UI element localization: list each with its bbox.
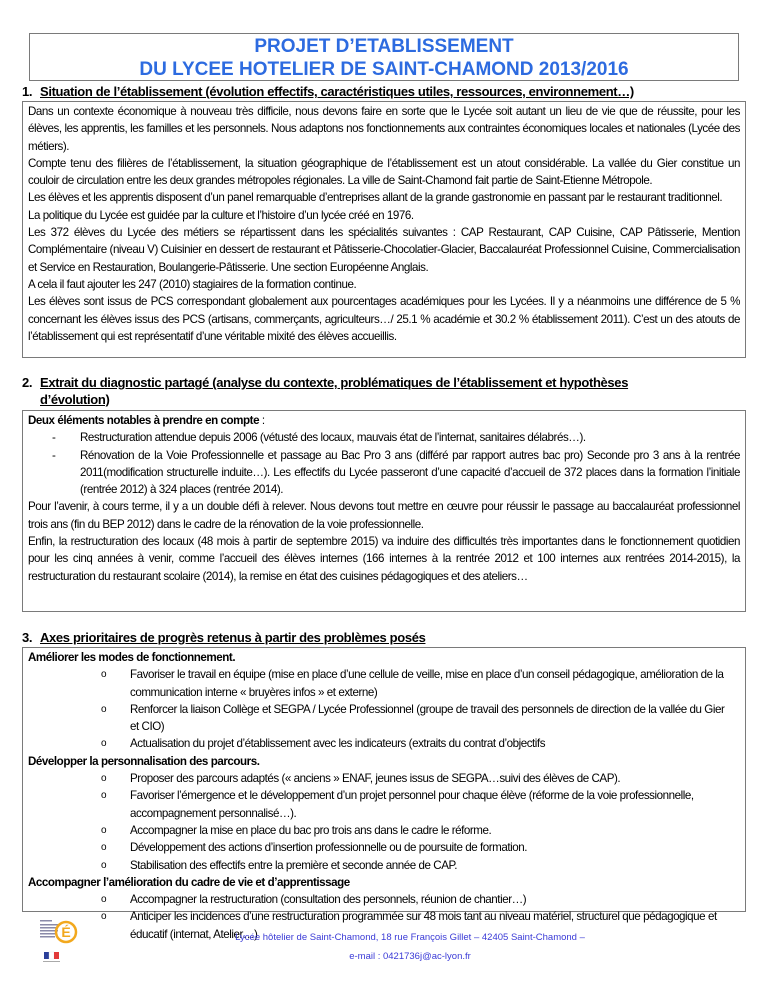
section-2-paragraph: Pour l’avenir, à cours terme, il y a un double défi à relever. Nous devons tout mettre en œuvre pour réussir le passage au baccalauréat professionnel trois ans (fin du BEP 2012) dans le cadre de la rénovation de la voie professionnelle. — [28, 500, 740, 531]
section-2-title-line-2: d’évolution) — [40, 392, 110, 407]
section-3-heading — [22, 629, 425, 646]
list-item — [28, 857, 740, 874]
dash-bullet-icon: - — [52, 431, 56, 445]
group-heading: Améliorer les modes de fonctionnement. — [28, 651, 236, 664]
section-1-paragraph: Les élèves sont issus de PCS correspondant globalement aux pourcentages académiques pour les Lycées. Il y a néanmoins une différence de 5 % concernant les élèves issus des PCS (artisans, commerçants, agriculteurs…/ 25.1 % académie et 30.2 % établissement 2011). C’est un des atouts de l’établissement qui est représentatif d’une véritable mixité des élèves accueillis. — [28, 295, 740, 343]
list-item-text: Accompagner la restructuration (consultation des personnels, réunion de chantier…) — [130, 893, 527, 907]
list-item-text: Accompagner la mise en place du bac pro trois ans dans le cadre le réforme. — [130, 823, 492, 837]
list-item — [28, 770, 740, 787]
list-item-text: Favoriser le travail en équipe (mise en place d’une cellule de veille, mise en place d’un conseil pédagogique, amélioration de la communication interne « bruyères infos » et externe) — [130, 668, 724, 699]
section-1-paragraph: Les 372 élèves du Lycée des métiers se répartissent dans les spécialités suivantes : CAP Restaurant, CAP Cuisine, CAP Pâtisserie, Mention Complémentaire (niveau V) Cuisinier en dessert de restaurant et Pâtisserie-Chocolatier-Glacier, Baccalauréat Professionnel Cuisine, Commercialisation et Service en Restauration, Boulangerie-Pâtisserie. Une section Européenne Anglais. — [28, 226, 741, 274]
list-item-text: Rénovation de la Voie Professionnelle et passage au Bac Pro 3 ans (différé par rapport autres bac pro) Seconde pro 3 ans à la rentrée 2011(modification structurelle induite…). Les effectifs du Lycée passeront d’une capacité d’accueil de 372 places dans la formation l’initiale (rentrée 2012) à 324 places (rentrée 2014). — [80, 448, 740, 497]
circle-bullet-icon: o — [101, 859, 107, 871]
section-1-paragraph: Les élèves et les apprentis disposent d’un panel remarquable d’entreprises allant de la grande gastronomie en passant par le restaurant traditionnel. — [28, 191, 723, 205]
group-heading: Développer la personnalisation des parcours. — [28, 754, 260, 768]
ministere-education-nationale-logo-icon — [38, 918, 86, 974]
list-item-text: Proposer des parcours adaptés (« anciens » ENAF, jeunes issus de SEGPA…suivi des élèves de CAP). — [130, 772, 621, 786]
section-2-heading — [22, 374, 742, 408]
list-item — [28, 429, 740, 446]
list-item — [28, 666, 740, 701]
section-2-number: 2. — [22, 375, 33, 390]
list-item-text: Stabilisation des effectifs entre la première et seconde année de CAP. — [130, 858, 458, 872]
section-1-paragraph: La politique du Lycée est guidée par la culture et l’histoire d’un lycée créé en 1976. — [28, 208, 414, 222]
section-1-paragraph: Compte tenu des filières de l’établissement, la situation géographique de l’établissement est un atout considérable. La vallée du Gier constitue un couloir de circulation entre les deux grandes métropoles régionales. La ville de Saint-Chamond fait partie de Saint-Etienne Métropole. — [28, 156, 740, 188]
circle-bullet-icon: o — [101, 669, 107, 681]
section-1-number: 1. — [22, 84, 33, 99]
section-2-intro — [28, 412, 740, 429]
list-item-text: Anticiper les incidences d’une restructuration programmée sur 48 mois tant au niveau matériel, structurel que pédagogique et éducatif (internat, Atelier…) — [130, 910, 717, 941]
list-item — [28, 447, 740, 499]
list-item — [28, 787, 740, 822]
footer-email: e-mail : 0421736j@ac-lyon.fr — [349, 951, 471, 962]
circle-bullet-icon: o — [101, 703, 107, 715]
list-item — [28, 822, 740, 839]
section-1-title: Situation de l’établissement (évolution effectifs, caractéristiques utiles, ressources, environnement…) — [40, 84, 634, 99]
section-1-paragraph: A cela il faut ajouter les 247 (2010) stagiaires de la formation continue. — [28, 277, 357, 291]
title-line-2: DU LYCEE HOTELIER DE SAINT-CHAMOND 2013/2016 — [139, 59, 629, 80]
circle-bullet-icon: o — [101, 790, 107, 802]
footer-address — [200, 928, 620, 966]
section-3-title: Axes prioritaires de progrès retenus à partir des problèmes posés — [40, 630, 426, 645]
circle-bullet-icon: o — [101, 842, 107, 854]
section-1-heading — [22, 83, 634, 100]
list-item-text: Restructuration attendue depuis 2006 (vétusté des locaux, mauvais état de l’internat, sanitaires délabrés…). — [80, 431, 586, 445]
title-line-1: PROJET D’ETABLISSEMENT — [254, 36, 514, 57]
section-1-paragraph: Dans un contexte économique à nouveau très difficile, nous devons faire en sorte que le Lycée soit autant un lieu de vie que de réussite, pour les élèves, les apprentis, les familles et les personnels. Nous adaptons nos fonctionnements aux contraintes économiques locales et nationales (Lycée des métiers). — [28, 105, 740, 153]
logo-svg — [38, 918, 86, 974]
footer-address-line: Lycée hôtelier de Saint-Chamond, 18 rue François Gillet – 42405 Saint-Chamond – — [235, 932, 585, 943]
section-2-box — [22, 410, 746, 612]
list-item-text: Renforcer la liaison Collège et SEGPA / Lycée Professionnel (groupe de travail des personnels de direction de la vallée du Gier et CIO) — [130, 702, 725, 734]
svg-text:É: É — [61, 924, 71, 940]
section-2-paragraph: Enfin, la restructuration des locaux (48 mois à partir de septembre 2015) va induire des difficultés très importantes dans le fonctionnement quotidien pour les cinq années à venir, comme l’accueil des élèves internes (166 internes à la rentrée 2012 et 100 internes aux rentrées 2014-2015), la restructuration du restaurant scolaire (2014), la remise en état des cuisines pédagogiques et des ateliers… — [28, 535, 740, 583]
circle-bullet-icon: o — [101, 911, 107, 923]
section-1-box — [22, 101, 746, 358]
list-item-text: Actualisation du projet d’établissement avec les indicateurs (extraits du contrat d’objectifs — [130, 737, 546, 751]
list-item-text: Favoriser l’émergence et le développement d’un projet personnel pour chaque élève (réforme de la voie professionnelle, accompagnement personnalisé…). — [130, 789, 694, 820]
list-item — [28, 701, 740, 736]
list-item-text: Développement des actions d’insertion professionnelle ou de poursuite de formation. — [130, 841, 528, 855]
circle-bullet-icon: o — [101, 824, 107, 836]
list-item — [28, 891, 740, 908]
list-item — [28, 839, 740, 856]
section-2-intro-suffix: : — [259, 414, 265, 427]
section-2-title-line-1: Extrait du diagnostic partagé (analyse du contexte, problématiques de l’établissement et hypothèses — [40, 375, 629, 390]
circle-bullet-icon: o — [101, 894, 107, 906]
circle-bullet-icon: o — [101, 738, 107, 750]
section-3-number: 3. — [22, 630, 33, 645]
group-heading: Accompagner l’amélioration du cadre de vie et d’apprentissage — [28, 875, 350, 889]
dash-bullet-icon: - — [52, 448, 56, 462]
section-2-intro-bold: Deux éléments notables à prendre en compte — [28, 414, 260, 427]
document-title-box — [29, 33, 739, 81]
circle-bullet-icon: o — [101, 773, 107, 785]
list-item — [28, 735, 740, 752]
